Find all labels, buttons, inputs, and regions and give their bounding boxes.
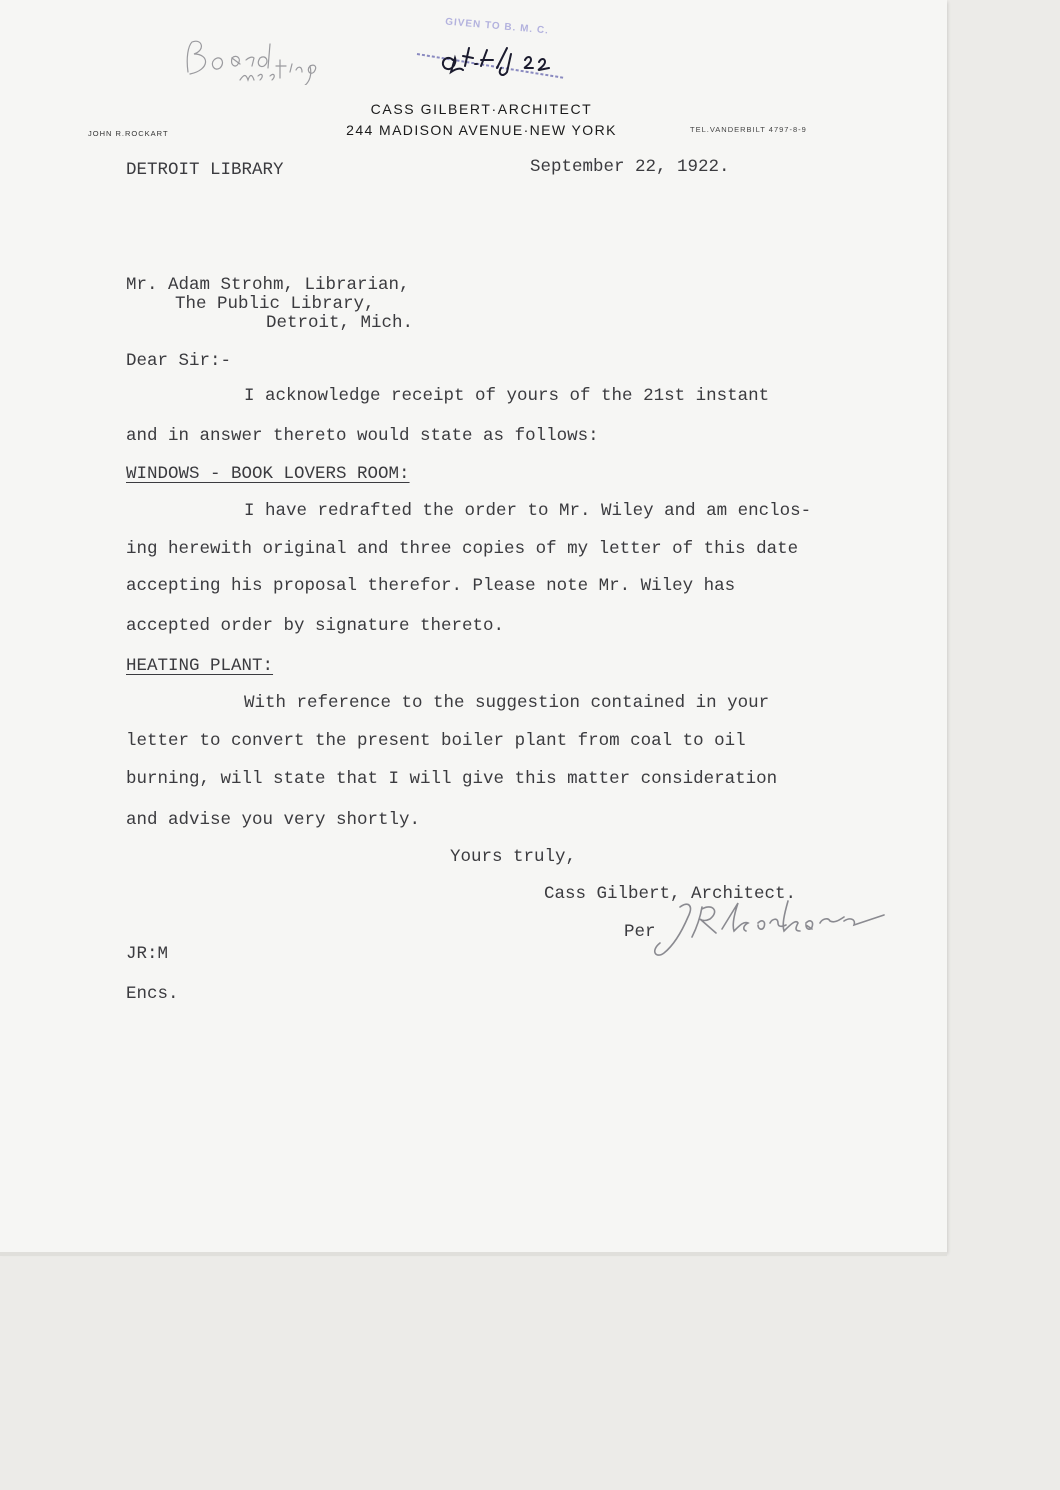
recipient-line: Mr. Adam Strohm, Librarian, (126, 275, 410, 295)
letterhead-firm-name: CASS GILBERT·ARCHITECT (370, 101, 593, 117)
body-line: ing herewith original and three copies of my letter of this date (126, 539, 799, 559)
letterhead-associate-name: JOHN R.ROCKART (88, 129, 169, 138)
body-line: accepting his proposal therefor. Please note Mr. Wiley has (126, 576, 736, 596)
body-line: burning, will state that I will give this matter consideration (126, 769, 778, 789)
page-edge (0, 1252, 947, 1256)
typist-initials: JR:M (126, 944, 169, 964)
salutation: Dear Sir:- (126, 351, 232, 371)
letterhead-address: 244 MADISON AVENUE·NEW YORK (346, 122, 617, 138)
subject-reference: DETROIT LIBRARY (126, 160, 284, 180)
ink-date-annotation (415, 38, 590, 88)
recipient-line: The Public Library, (175, 294, 375, 314)
recipient-line: Detroit, Mich. (266, 313, 414, 333)
body-line: and in answer thereto would state as follows: (126, 426, 599, 446)
section-heading: HEATING PLANT: (126, 656, 274, 676)
body-line: With reference to the suggestion contained in your (244, 693, 770, 713)
section-heading: WINDOWS - BOOK LOVERS ROOM: (126, 464, 410, 484)
body-line: letter to convert the present boiler plant from coal to oil (126, 731, 746, 751)
body-line: I acknowledge receipt of yours of the 21st instant (244, 386, 770, 406)
letterhead-telephone: TEL.VANDERBILT 4797-8-9 (690, 125, 807, 134)
closing: Yours truly, (450, 847, 577, 867)
signature (640, 893, 925, 963)
body-line: I have redrafted the order to Mr. Wiley and am enclos- (244, 501, 812, 521)
body-line: accepted order by signature thereto. (126, 616, 505, 636)
per-label: Per (624, 922, 656, 942)
letter-date: September 22, 1922. (530, 157, 730, 177)
received-stamp: GIVEN TO B. M. C. (444, 16, 550, 37)
pencil-annotation (180, 30, 405, 85)
enclosures-note: Encs. (126, 984, 179, 1004)
body-line: and advise you very shortly. (126, 810, 421, 830)
signature-block: Cass Gilbert, Architect. (544, 884, 797, 904)
